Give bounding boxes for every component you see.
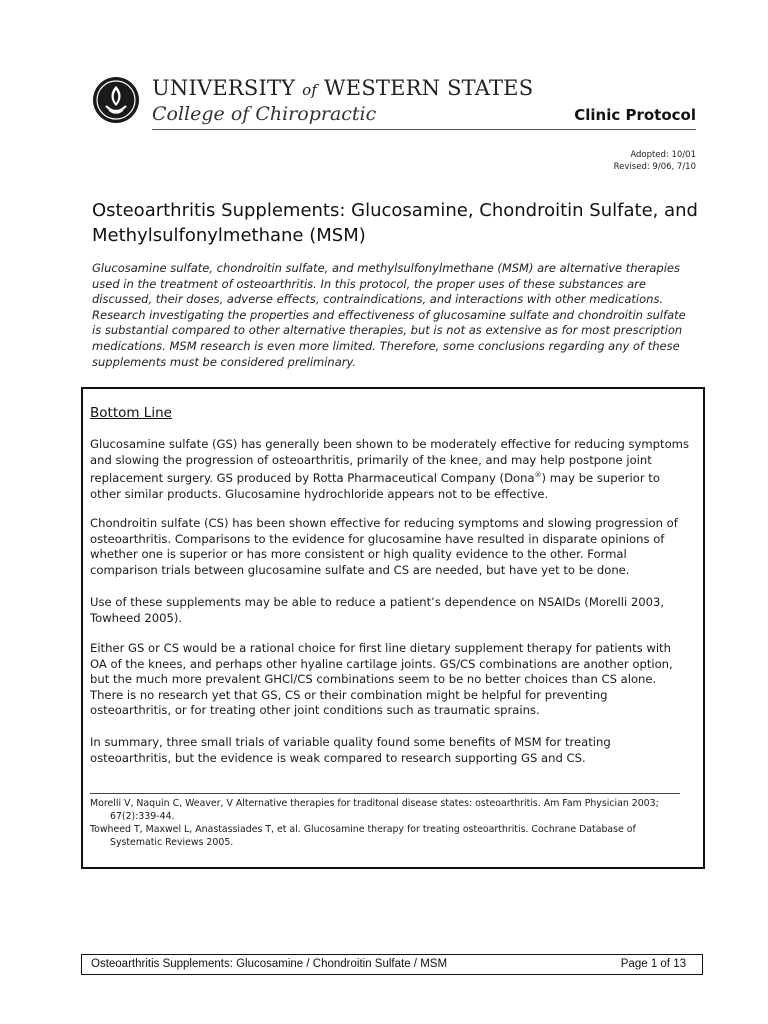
reference-morelli: Morelli V, Naquin C, Weaver, V Alternative therapies for traditonal disease states: osteoarthritis. Am Fam Physician 2003; 67(2):339-44. [90, 798, 659, 822]
header-divider [152, 129, 696, 130]
document-title: Osteoarthritis Supplements: Glucosamine, Chondroitin Sulfate, and Methylsulfonylmethane (MSM) [92, 200, 698, 246]
reference-towheed: Towheed T, Maxwel L, Anastassiades T, et al. Glucosamine therapy for treating osteoarthritis. Cochrane Database of Systematic Reviews 2005. [90, 824, 636, 848]
document-type-label: Clinic Protocol [574, 106, 696, 124]
bottom-line-paragraph-cs: Chondroitin sulfate (CS) has been shown effective for reducing symptoms and slowing progression of osteoarthritis. Comparisons to the evidence for glucosamine have resulted in disparate opinions of whether one is superior or has more consistent or high quality evidence to the other. Formal comparison trials between glucosamine sulfate and CS are needed, but have yet to be done. [90, 516, 678, 577]
intro-paragraph: Glucosamine sulfate, chondroitin sulfate, and methylsulfonylmethane (MSM) are alternative therapies used in the treatment of osteoarthritis. In this protocol, the proper uses of these substances are discussed, their doses, adverse effects, contraindications, and interactions with other medications. Research investigating the properties and effectiveness of glucosamine sulfate and chondroitin sulfate is substantial compared to other alternative therapies, but is not as extensive as for most prescription medications. MSM research is even more limited. Therefore, some conclusions regarding any of these supplements must be considered preliminary. [92, 261, 686, 369]
bottom-line-paragraph-gs: Glucosamine sulfate (GS) has generally been shown to be moderately effective for reducing symptoms and slowing the progression of osteoarthritis, primarily of the knee, and may help postpone joint replacement surgery. GS produced by Rotta Pharmaceutical Company (Dona®) may be superior to other similar products. Glucosamine hydrochloride appears not to be effective. [90, 437, 690, 501]
university-seal-logo [92, 76, 140, 124]
revision-info [614, 149, 696, 173]
bottom-line-heading: Bottom Line [90, 405, 172, 421]
university-name: UNIVERSITY of WESTERN STATES [152, 76, 534, 100]
page-number: Page 1 of 13 [620, 958, 686, 970]
bottom-line-paragraph-choice: Either GS or CS would be a rational choice for first line dietary supplement therapy for patients with OA of the knees, and perhaps other hyaline cartilage joints. GS/CS combinations are another option, but the much more prevalent GHCl/CS combinations seem to be no better choices than CS alone. There is no research yet that GS, CS or their combination might be helpful for preventing osteoarthritis, or for treating other joint conditions such as traumatic sprains. [90, 641, 673, 718]
bottom-line-paragraph-msm: In summary, three small trials of variable quality found some benefits of MSM for treating osteoarthritis, but the evidence is weak compared to research supporting GS and CS. [90, 735, 611, 765]
footer-title: Osteoarthritis Supplements: Glucosamine / Chondroitin Sulfate / MSM [91, 958, 448, 970]
bottom-line-paragraph-nsaids: Use of these supplements may be able to reduce a patient’s dependence on NSAIDs (Morelli 2003, Towheed 2005). [90, 595, 665, 625]
references-divider [90, 793, 680, 794]
revised-date: Revised: 9/06, 7/10 [613, 162, 696, 172]
college-name: College of Chiropractic [152, 103, 377, 125]
adopted-date: Adopted: 10/01 [630, 150, 696, 160]
